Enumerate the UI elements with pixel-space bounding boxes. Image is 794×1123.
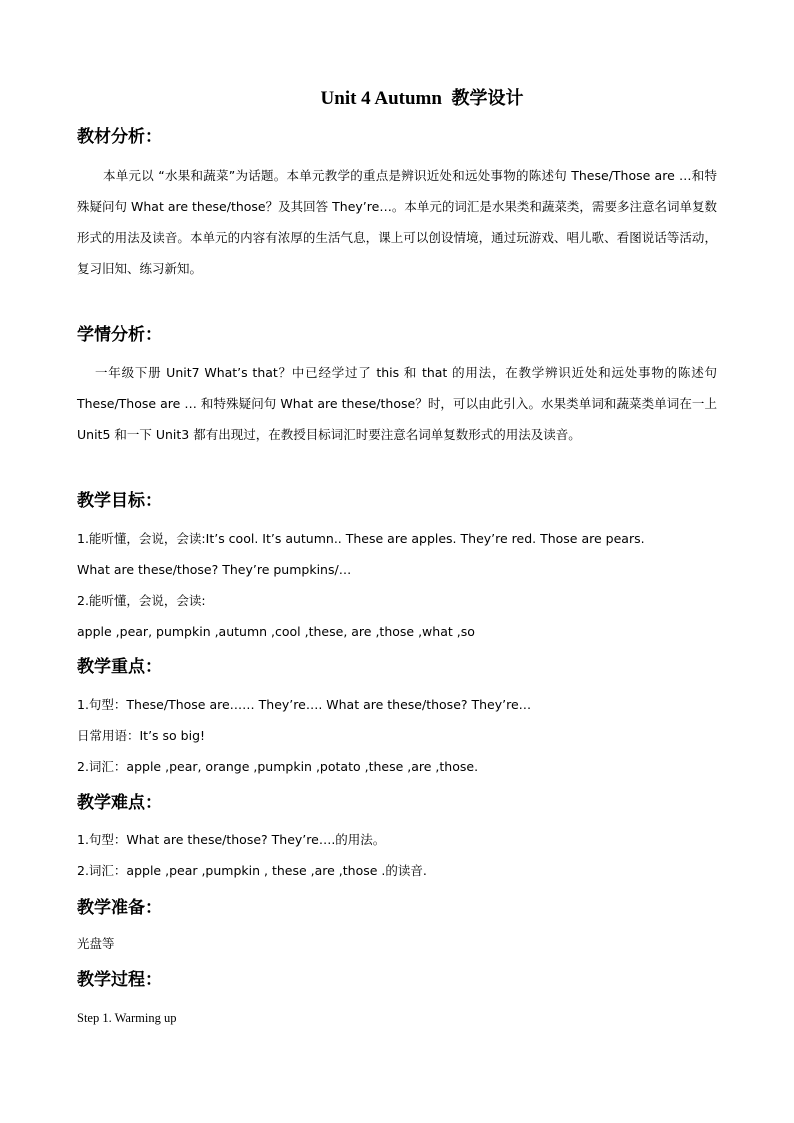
paragraph-material-analysis — [77, 160, 717, 284]
preparation-line-1: 光盘等 — [77, 936, 115, 951]
heading-preparation: 教学准备： — [77, 898, 162, 918]
objectives-line-3: 2.能听懂，会说，会读: — [77, 593, 206, 608]
heading-objectives: 教学目标： — [77, 491, 162, 511]
heading-student-analysis: 学情分析： — [77, 325, 162, 345]
key-points-line-2: 日常用语：It’s so big! — [77, 728, 206, 743]
heading-difficulties: 教学难点： — [77, 793, 162, 813]
objectives-line-1: 1.能听懂，会说，会读:It’s cool. It’s autumn.. These are apples. They’re red. Those are pears. — [77, 531, 645, 546]
title-chinese: 教学设计 — [451, 88, 524, 109]
student-analysis-text: 一年级下册 Unit7 What’s that？中已经学过了 this 和 that 的用法，在教学辨识近处和远处事物的陈述句 These/Those are … 和特殊疑问句 What are these/those？时，可以由此引入。水果类单词和蔬菜类单词在一上 Unit5 和一下 Unit3 都有出现过，在教授目标词汇时要注意名词单复数形式的用法及读音。 — [77, 365, 717, 442]
key-points-line-1: 1.句型：These/Those are…… They’re…. What are these/those? They’re… — [77, 697, 532, 712]
objectives-line-4: apple ,pear, pumpkin ,autumn ,cool ,these, are ,those ,what ,so — [77, 624, 475, 639]
heading-process: 教学过程： — [77, 970, 162, 990]
document-title — [0, 84, 794, 110]
objectives-line-2: What are these/those? They’re pumpkins/… — [77, 562, 352, 577]
heading-key-points: 教学重点： — [77, 657, 162, 677]
difficulties-line-2: 2.词汇：apple ,pear ,pumpkin , these ,are ,those .的读音. — [77, 863, 427, 878]
process-line-1: Step 1. Warming up — [77, 1011, 177, 1025]
paragraph-student-analysis — [77, 357, 717, 450]
heading-material-analysis: 教材分析： — [77, 127, 162, 147]
title-english: Unit 4 Autumn — [320, 88, 442, 109]
difficulties-line-1: 1.句型：What are these/those? They’re….的用法。 — [77, 832, 386, 847]
material-analysis-text: 本单元以 “水果和蔬菜”为话题。本单元教学的重点是辨识近处和远处事物的陈述句 These/Those are …和特殊疑问句 What are these/those？及其回答 They’re…。本单元的词汇是水果类和蔬菜类，需要多注意名词单复数形式的用法及读音。本单元的内容有浓厚的生活气息，课上可以创设情境，通过玩游戏、唱儿歌、看图说话等活动，复习旧知、练习新知。 — [77, 168, 717, 276]
key-points-line-3: 2.词汇：apple ,pear, orange ,pumpkin ,potato ,these ,are ,those. — [77, 759, 479, 774]
